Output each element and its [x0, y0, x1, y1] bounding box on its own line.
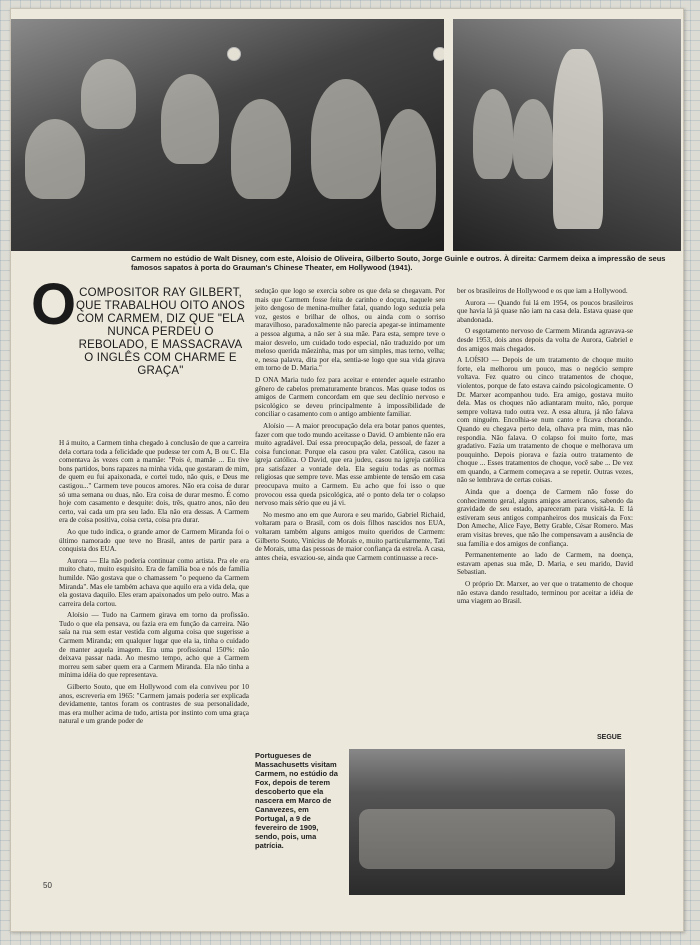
paragraph: D ONA Maria tudo fez para aceitar e entender aquele estranho gênero de cabelos prematuramente brancos. Mas quase todos os amigos de Carmem concordam em que seu declínio nervoso e psicológico se deveu principalmente à impossibilidade de conciliar o casamento com o antigo ambiente familiar.: [255, 375, 445, 419]
paragraph: Permanentemente ao lado de Carmem, na doença, estavam apenas sua mãe, D. Maria, e seu marido, David Sebastian.: [457, 551, 633, 577]
headline-text: COMPOSITOR RAY GILBERT, QUE TRABALHOU OITO ANOS COM CARMEM, DIZ QUE "ELA NUNCA PERDEU O REBOLADO, E MASSACRAVA O INGLÊS COM CHARME E GRAÇA": [75, 287, 246, 377]
text-column-1: [59, 439, 249, 729]
headline: [31, 272, 246, 378]
paragraph: Aloísio — Tudo na Carmem girava em torno da profissão. Tudo o que ela pensava, ou fazia era em função da carreira. Não saía na rua sem estar vestida com alguma coisa que sugerisse a Carmem Miranda; em qualquer lugar que ela ia, tinha o cuidado de manter aquela imagem. Era uma profissional 150%: não deixava passar nada. Ao mesmo tempo, acho que a Carmem morreu sem saber quem era a Carmem Miranda. Ela não tinha a mínima idéia do que representava.: [59, 611, 249, 680]
page-number: 50: [43, 881, 52, 890]
paragraph: Aurora — Ela não poderia continuar como artista. Pra ele era muito chato, muito esquisito. Era de família boa e nós de família humilde. Não gostava que o chamassem "o pequeno da Carmem Miranda". Mas ele também achava que aquilo era a vida dela, que ela gostava daquilo. Eles eram apaixonados um pelo outro. Mas a carreira dela cortou.: [59, 556, 249, 608]
paragraph: Ainda que a doença de Carmem não fosse do conhecimento geral, alguns amigos americanos, sabendo da gravidade de seu estado, apareceram para visitá-la. E lá estiveram seus antigos companheiros dos musicais da Fox: Don Ameche, Alice Faye, Betty Grable, César Romero. Mas eram visitas breves, que não lhe compensavam a ausência de sua família e dos amigos de confiança.: [457, 488, 633, 548]
segue-label: SEGUE: [597, 734, 622, 741]
paragraph: No mesmo ano em que Aurora e seu marido, Gabriel Richaid, voltaram para o Brasil, com os dois filhos nascidos nos EUA, voltaram também alguns amigos muito queridos de Carmem: Gilberto Souto, Vinicius de Morais e, muito particularmente, Tati de Morais, uma das pessoas de maior confiança da estrela. A casa, antes cheia, esvaziou-se, ainda que Carmem continuasse a rece-: [255, 510, 446, 562]
headline-dropcap: O: [31, 272, 77, 337]
paragraph: Ao que tudo indica, o grande amor de Carmem Miranda foi o último namorado que teve no Brasil, antes de partir para a conquista dos EUA.: [59, 527, 249, 554]
magazine-page: [10, 8, 684, 932]
caption-bottom-photo: Portugueses de Massachusetts visitam Carmem, no estúdio da Fox, depois de terem descoberto que ela nascera em Marco de Canavezes, em Portugal, a 9 de fevereiro de 1909, sendo, pois, uma patrícia.: [255, 751, 338, 850]
paragraph: sedução que logo se exercia sobre os que dela se chegavam. Por mais que Carmem fosse feita de carinho e doçura, naquele seu jeito dengoso de menina-mulher fatal, quando logo seduzia pela voz, gestos e brilhar de olhos, ou ainda com o sorriso maravilhoso, paradoxalmente não parecia apegar-se intimamente a pessoa alguma, a não ser à sua mãe. Para esta, sempre teve o maior desvelo, um cuidado todo especial, não traduzido por um meloso querida mãezinha, mas por um simples, mas terno, velha; e, nessa palavra, dita por ela, sentia-se logo que sua vida girava em torno de D. Maria.": [255, 287, 445, 373]
caption-top-photos: Carmem no estúdio de Walt Disney, com este, Aloisio de Oliveira, Gilberto Souto, Jorge Guinle e outros. À direita: Carmem deixa a impressão de seus famosos sapatos à porta do Grauman's Chinese Theater, em Hollywood (1941).: [131, 254, 666, 272]
photo-fox-studio-group: [349, 749, 625, 895]
paragraph: H á muito, a Carmem tinha chegado à conclusão de que a carreira dela cortara toda a felicidade que pudesse ter com A, B ou C. Ela comentava às vezes com a mamãe: "Pois é, mamãe ... Eu tive bons partidos, bons rapazes na minha vida, que gostaram de mim, de quem eu fui apaixonada, e cortei tudo, não quis, e Deus me castigou..." Carmem teve poucos amores. Não era coisa de durar só uma semana ou duas, não. Era coisa de durar mesmo. É como hoje com casamento e desquite: dois, três, quatro anos, não deu certo, vai cada um pra seu lado. Ela não era dessas. A Carmem era de coisa positiva, coisa certa, coisa pra durar.: [59, 439, 249, 525]
text-column-3: [457, 287, 633, 609]
paragraph: O próprio Dr. Marxer, ao ver que o tratamento de choque não estava dando resultado, terminou por aceitar a idéia de uma viagem ao Brasil.: [457, 580, 633, 606]
paragraph: Aurora — Quando fui lá em 1954, os poucos brasileiros que havia lá já quase não iam na casa dela. Estava quase que abandonada.: [457, 298, 633, 324]
paragraph: A LOÍSIO — Depois de um tratamento de choque muito forte, ela melhorou um pouco, mas o negócio sempre voltava. Fez quatro ou cinco tratamentos de choque, violentos, porque de fato estava caindo psicologicamente. O Dr. Marxer acompanhou tudo. Era amigo, gostava muito dela. Mas os choques não adiantaram muito, não, porque sempre voltava tudo outra vez. A essa altura, já não falava com ninguém. Encolhia-se num canto e ficava chorando. Quando eu chegava perto dela, olhava pra mim, mas não respondia. Não falava. O colapso foi muito forte, mas gradativo. Fazia um tratamento de choque e melhorava um pouquinho. Depois piorava e fazia outro tratamento de choque ... Esses tratamentos de choque, você sabe ... De vez em quando, a Carmem começava a se repetir. Outras vezes, não se lembrava de certas coisas.: [457, 356, 633, 485]
paragraph: ber os brasileiros de Hollywood e os que iam a Hollywood.: [457, 287, 628, 295]
paragraph: Gilberto Souto, que em Hollywood com ela conviveu por 10 anos, escreveria em 1965: "Carmem jamais poderia ser explicada devidamente, tantos foram os contrastes de sua personalidade, mas era mulher acima de tudo, artista por instinto com uma graça natural e um grande poder de: [59, 683, 249, 726]
photo-disney-studio: [11, 19, 444, 251]
paragraph: Aloísio — A maior preocupação dela era botar panos quentes, fazer com que todo mundo aceitasse o David. O ambiente não era muito agradável. Daí essa preocupação dela, pessoal, de fazer a coisa funcionar. Porque ela casou pra valer. Católica, casou na igreja católica. O David, que era judeu, casou na igreja católica pra satisfazer a vontade dela. Ela seguiu todas as normas religiosas que sempre teve. Mas esse ambiente de tensão em casa preocupava muito a Carmem. Eu acho que foi isso o que provocou essa queda psicológica, até o ponto dela ter o colapso nervoso mais sério que eu já vi.: [255, 421, 445, 508]
text-column-2: [255, 287, 445, 565]
paragraph: O esgotamento nervoso de Carmem Miranda agravava-se desde 1953, dois anos depois da volta de Aurora, Gabriel e dos amigos mais chegados.: [457, 327, 633, 353]
photo-graumans-theater: [453, 19, 681, 251]
